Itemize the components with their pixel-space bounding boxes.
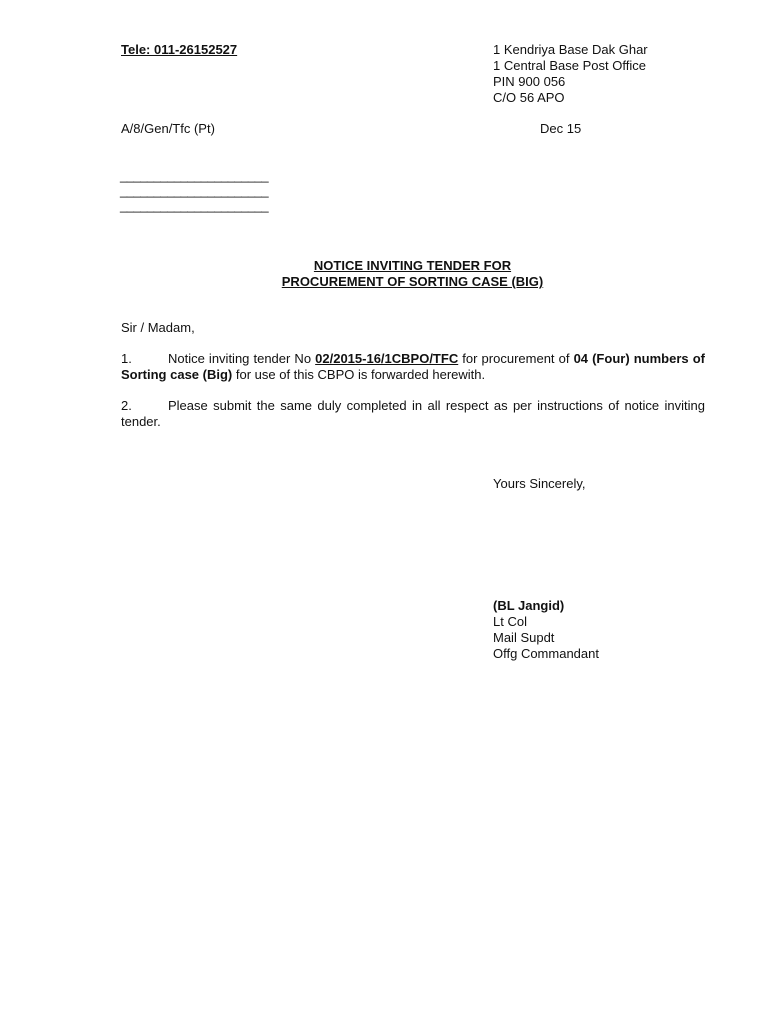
- signatory-role: Offg Commandant: [493, 646, 599, 661]
- para1-text: for procurement of: [458, 351, 574, 366]
- tender-number: 02/2015-16/1CBPO/TFC: [315, 351, 459, 366]
- reference-number: A/8/Gen/Tfc (Pt): [121, 121, 215, 136]
- signatory-rank: Lt Col: [493, 614, 527, 629]
- sender-address: [493, 42, 648, 106]
- para1-text: for use of this CBPO is forwarded herewith.: [232, 367, 486, 382]
- letter-date: Dec 15: [540, 121, 582, 136]
- blank-line: ______________________: [120, 198, 269, 213]
- salutation: Sir / Madam,: [121, 320, 195, 335]
- address-line: 1 Central Base Post Office: [493, 58, 646, 73]
- address-line: 1 Kendriya Base Dak Ghar: [493, 42, 648, 57]
- address-line: C/O 56 APO: [493, 90, 565, 105]
- closing: Yours Sincerely,: [493, 476, 586, 491]
- signatory-post: Mail Supdt: [493, 630, 555, 645]
- blank-line: ______________________: [120, 183, 269, 198]
- quantity-text: 04 (Four) numbers of Sorting case (Big): [121, 351, 705, 382]
- paragraph-2: [121, 398, 705, 430]
- blank-line: ______________________: [120, 168, 269, 183]
- paragraph-1: [121, 351, 705, 383]
- signature-block: [493, 598, 599, 662]
- paragraph-number: 2.: [121, 398, 132, 413]
- address-line: PIN 900 056: [493, 74, 566, 89]
- subject-line-1: NOTICE INVITING TENDER FOR: [313, 258, 512, 273]
- para2-text: Please submit the same duly completed in all respect as per instructions of notice inviting tender.: [121, 398, 705, 429]
- paragraph-number: 1.: [121, 351, 132, 366]
- recipient-address-blanks: [120, 168, 268, 213]
- telephone-number: Tele: 011-26152527: [121, 42, 238, 57]
- signatory-name: (BL Jangid): [493, 598, 565, 613]
- para1-text: Notice inviting tender No: [168, 351, 316, 366]
- subject-line-2: PROCUREMENT OF SORTING CASE (BIG): [281, 274, 544, 289]
